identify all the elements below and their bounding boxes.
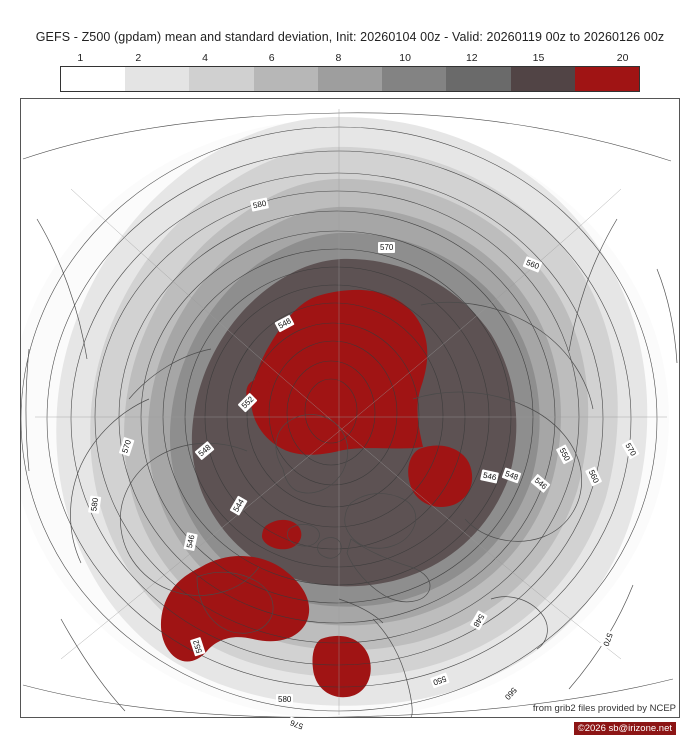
colorbar-swatch-3 <box>254 67 318 91</box>
colorbar-tick-labels <box>60 52 640 66</box>
colorbar-tick-2: 4 <box>202 52 208 64</box>
contour-label: 546 <box>480 469 499 483</box>
colorbar-swatch-4 <box>318 67 382 91</box>
contour-label: 548 <box>274 315 294 333</box>
map-canvas <box>21 99 679 717</box>
colorbar-tick-6: 12 <box>465 52 478 64</box>
colorbar-swatch-8 <box>575 67 639 91</box>
colorbar-swatch-5 <box>382 67 446 91</box>
contour-label: 544 <box>230 495 248 516</box>
contour-label: 570 <box>119 437 135 457</box>
contour-label: 580 <box>250 197 269 211</box>
colorbar-swatch-0 <box>61 67 125 91</box>
contour-label: 570 <box>622 439 640 460</box>
contour-label-outer: 580 <box>278 695 292 704</box>
contour-label: 546 <box>183 532 197 551</box>
contour-label: 560 <box>501 683 521 703</box>
contour-label: 570 <box>600 629 616 649</box>
source-credit: from grib2 files provided by NCEP <box>532 703 676 714</box>
colorbar-tick-4: 8 <box>335 52 342 64</box>
colorbar-tick-5: 10 <box>399 52 411 64</box>
colorbar-tick-1: 2 <box>135 52 142 64</box>
colorbar-swatch-6 <box>446 67 510 91</box>
contour-label: 548 <box>194 441 214 461</box>
colorbar-tick-3: 6 <box>268 52 275 64</box>
colorbar-tick-8: 20 <box>616 52 629 64</box>
contour-label: 550 <box>430 672 450 688</box>
contour-label: 552 <box>190 637 206 657</box>
colorbar-swatch-1 <box>125 67 189 91</box>
copyright-credit: ©2026 sb@irizone.net <box>574 722 676 735</box>
colorbar-swatch-2 <box>189 67 253 91</box>
contour-label: 570 <box>380 243 394 252</box>
chart-title: GEFS - Z500 (gpdam) mean and standard deviation, Init: 20260104 00z - Valid: 20260119 00z to 20260126 00z <box>35 30 665 44</box>
contour-label: 576 <box>287 716 307 732</box>
contour-label: 560 <box>585 466 602 486</box>
colorbar-tick-7: 15 <box>532 52 545 64</box>
contour-label: 550 <box>556 444 574 464</box>
contour-label: 580 <box>88 495 101 514</box>
contour-label: 548 <box>470 610 488 631</box>
colorbar-gradient <box>60 66 640 92</box>
colorbar <box>60 52 640 92</box>
colorbar-swatch-7 <box>511 67 575 91</box>
contour-label: 552 <box>238 392 258 412</box>
contour-label: 546 <box>530 474 550 494</box>
colorbar-tick-0: 1 <box>77 52 84 64</box>
contour-label: 548 <box>502 467 522 483</box>
contour-label: 560 <box>523 256 543 273</box>
